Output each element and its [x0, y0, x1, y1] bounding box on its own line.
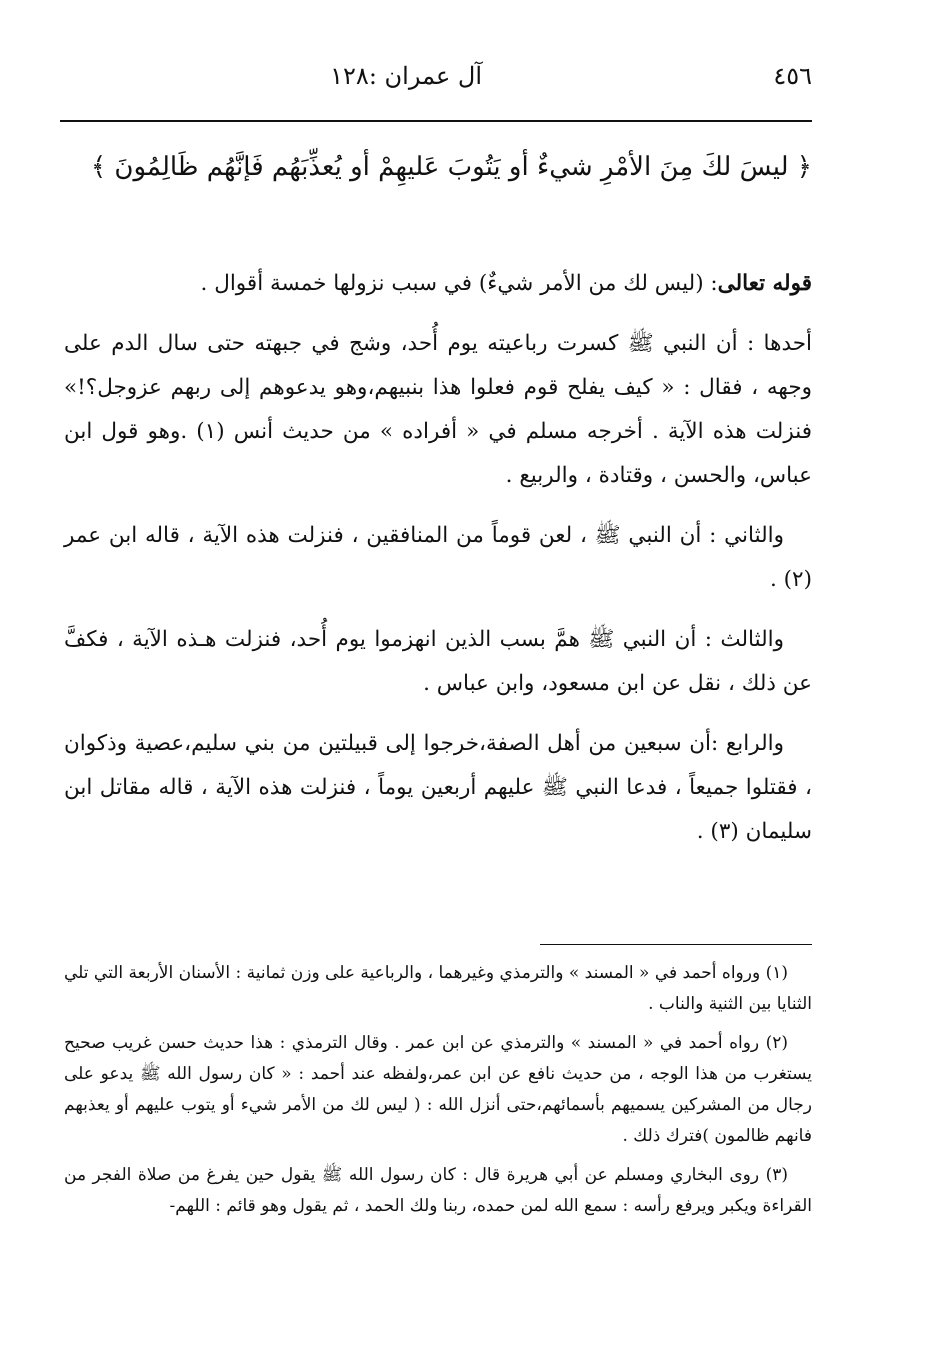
footnote-1: (١) ورواه أحمد في « المسند » والترمذي وغيرهما ، والرباعية على وزن ثمانية : الأسنان الأربعة التي تلي الثنايا بين الثنية والناب .	[64, 963, 812, 1014]
main-text	[64, 262, 812, 870]
footnotes	[64, 958, 812, 1230]
intro-paragraph	[64, 262, 812, 306]
intro-label: قوله تعالى	[717, 271, 812, 296]
paragraph-first-opinion: أحدها : أن النبي ﷺ كسرت رباعيته يوم أُحد، وشج في جبهته حتى سال الدم على وجهه ، فقال : « كيف يفلح قوم فعلوا هذا بنبيهم،وهو يدعوهم إلى ربهم عزوجل؟!» فنزلت هذه الآية . أخرجه مسلم في « أفراده » من حديث أنس (١) .وهو قول ابن عباس، والحسن ، وقتادة ، والربيع .	[64, 331, 813, 488]
page-header	[60, 62, 812, 98]
footnote-3: (٣) روى البخاري ومسلم عن أبي هريرة قال : كان رسول الله ﷺ يقول حين يفرغ من صلاة الفجر من القراءة ويكبر ويرفع رأسه : سمع الله لمن حمده، ربنا ولك الحمد ، ثم يقول وهو قائم : اللهم-	[64, 1165, 812, 1216]
intro-text: : (ليس لك من الأمر شيءٌ) في سبب نزولها خمسة أقوال .	[200, 271, 718, 296]
paragraph-second-opinion: والثاني : أن النبي ﷺ ، لعن قوماً من المنافقين ، فنزلت هذه الآية ، قاله ابن عمر (٢) .	[64, 523, 812, 592]
page-number: ٤٥٦	[773, 62, 812, 90]
paragraph-fourth-opinion: والرابع :أن سبعين من أهل الصفة،خرجوا إلى قبيلتين من بني سليم،عصية وذكوان ، فقتلوا جميعاً ، فدعا النبي ﷺ عليهم أربعين يوماً ، فنزلت هذه الآية ، قاله مقاتل ابن سليمان (٣) .	[64, 731, 812, 844]
footnote-separator	[540, 944, 812, 945]
footnote-2: (٢) رواه أحمد في « المسند » والترمذي عن ابن عمر . وقال الترمذي : هذا حديث حسن غريب صحيح يستغرب من هذا الوجه ، من حديث نافع عن ابن عمر،ولفظه عند أحمد : « كان رسول الله ﷺ يدعو على رجال من المشركين يسميهم بأسمائهم،حتى أنزل الله : ( ليس لك من الأمر شيء أو يتوب عليهم أو يعذبهم فانهم ظالمون )فترك ذلك .	[64, 1033, 812, 1146]
quran-verse: ﴿ ليسَ لكَ مِنَ الأمْرِ شيءٌ أو يَتُوبَ عَليهِمْ أو يُعذِّبَهُم فَإنَّهُم ظَالِمُونَ ﴾	[90, 152, 812, 182]
paragraph-third-opinion: والثالث : أن النبي ﷺ همَّ بسب الذين انهزموا يوم أُحد، فنزلت هـذه الآية ، فكفَّ عن ذلك ، نقل عن ابن مسعود، وابن عباس .	[64, 627, 812, 696]
header-rule	[60, 120, 812, 122]
running-title: آل عمران :١٢٨	[330, 62, 482, 90]
